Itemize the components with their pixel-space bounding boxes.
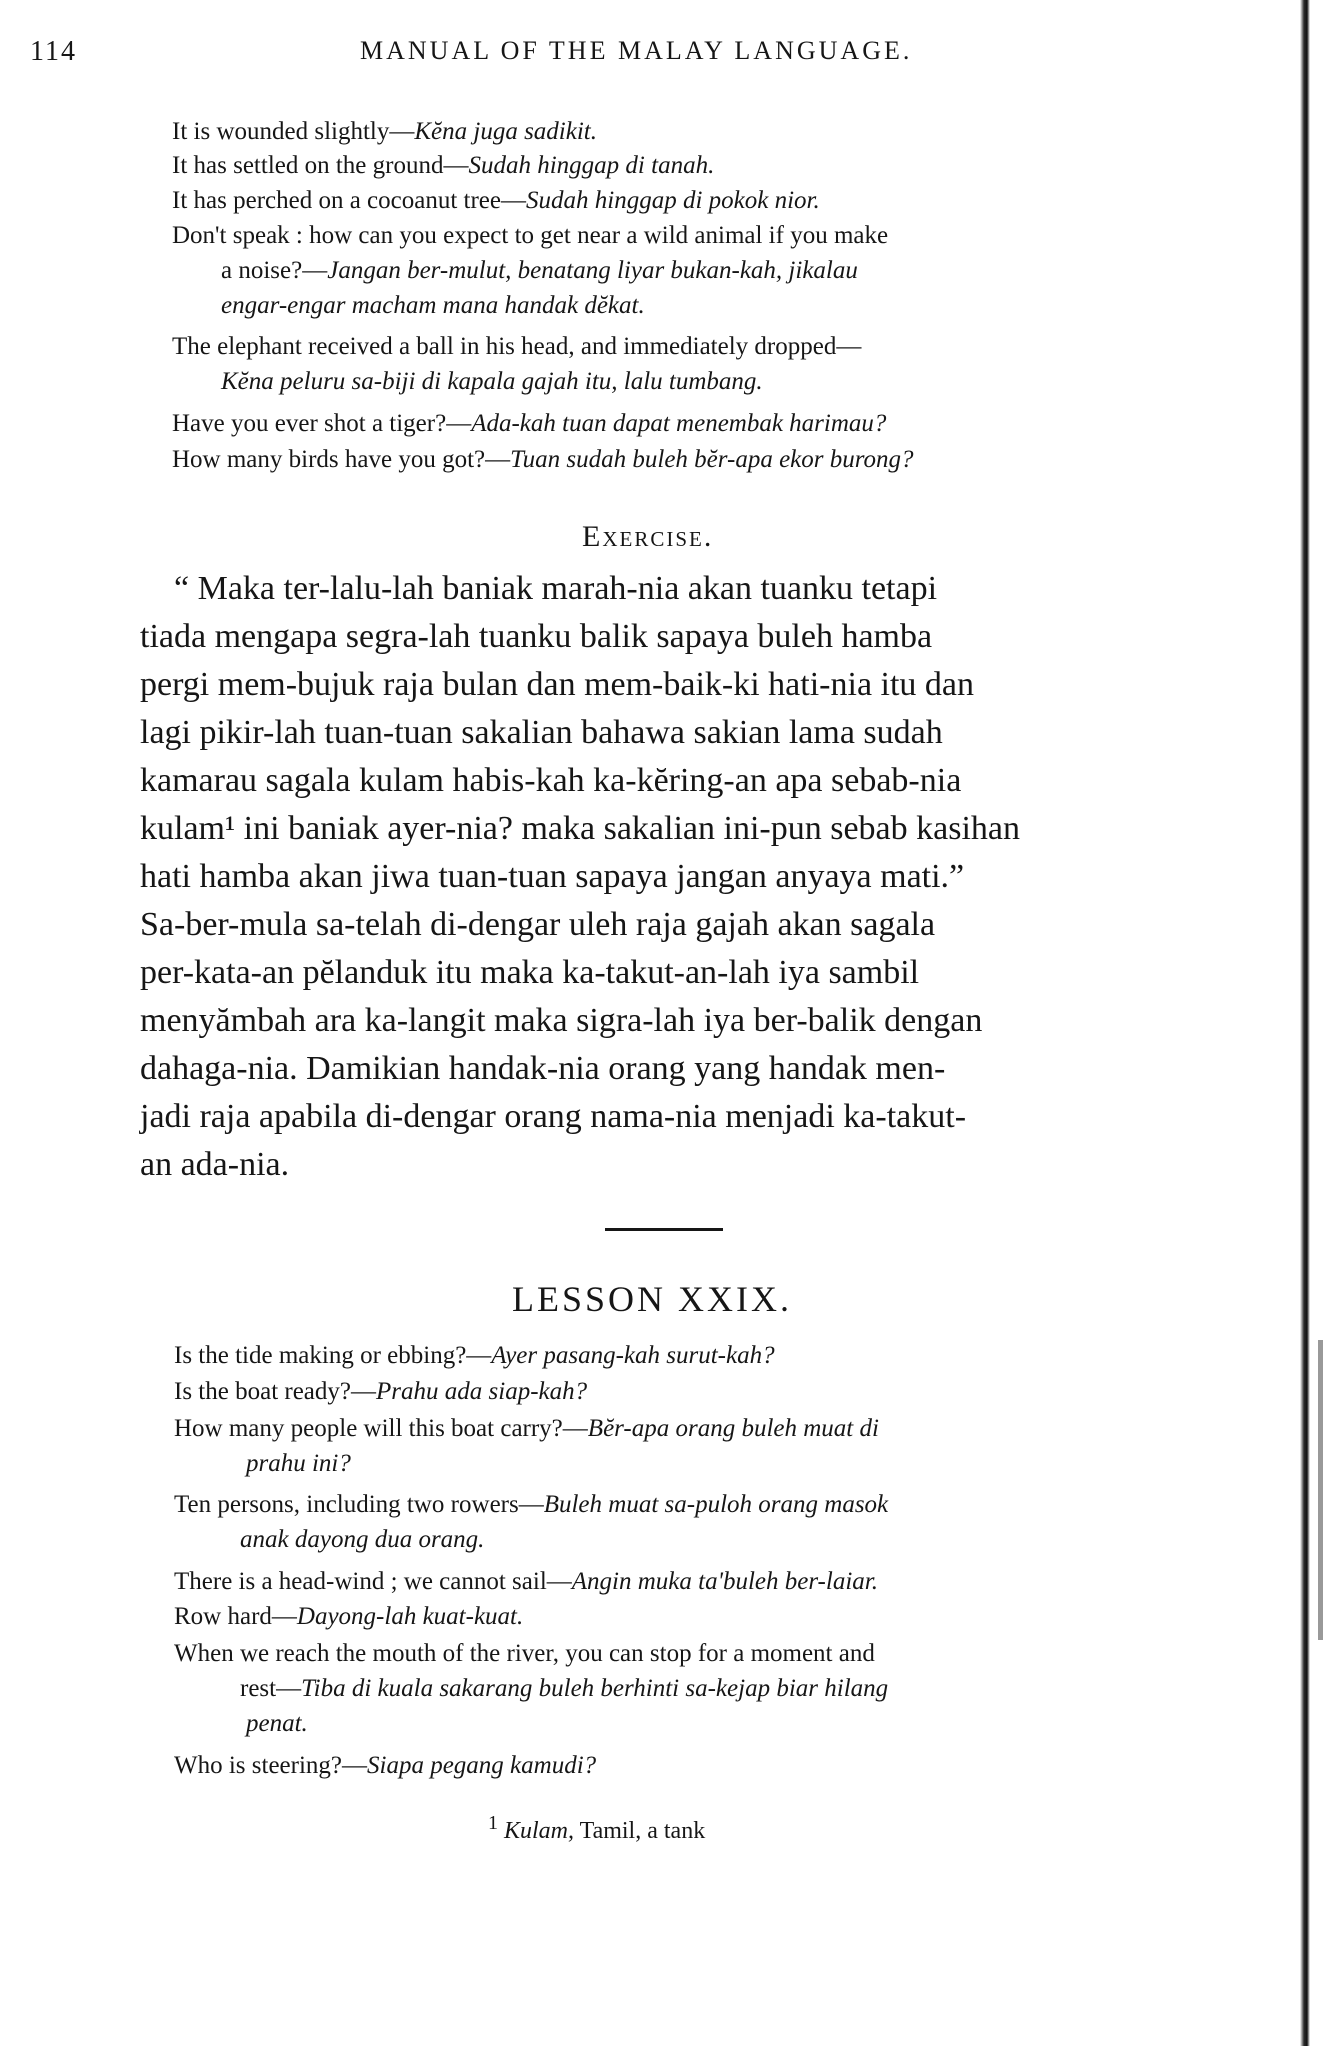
exercise-line: kamarau sagala kulam habis-kah ka-kĕring-an apa sebab-nia bbox=[140, 762, 962, 799]
sentence-line: engar-engar macham mana handak dĕkat. bbox=[221, 292, 645, 319]
footnote-marker: 1 bbox=[488, 1812, 498, 1834]
sentence-line: The elephant received a ball in his head, and immediately dropped— bbox=[172, 333, 862, 360]
section-divider bbox=[605, 1228, 723, 1231]
sentence-line: Row hard—Dayong-lah kuat-kuat. bbox=[174, 1603, 524, 1630]
page-number: 114 bbox=[30, 36, 77, 67]
exercise-line: pergi mem-bujuk raja bulan dan mem-baik-ki hati-nia itu dan bbox=[140, 666, 975, 703]
sentence-line: Ten persons, including two rowers—Buleh muat sa-puloh orang masok bbox=[174, 1491, 889, 1518]
sentence-line: a noise?—Jangan ber-mulut, benatang liyar bukan-kah, jikalau bbox=[221, 257, 858, 284]
sentence-line: Kĕna peluru sa-biji di kapala gajah itu, lalu tumbang. bbox=[221, 368, 763, 395]
sentence-line: prahu ini? bbox=[246, 1450, 351, 1477]
sentence-line: Who is steering?—Siapa pegang kamudi? bbox=[174, 1752, 597, 1779]
sentence-line: It is wounded slightly—Kĕna juga sadikit. bbox=[172, 118, 597, 145]
exercise-line: hati hamba akan jiwa tuan-tuan sapaya jangan anyaya mati.” bbox=[140, 858, 965, 895]
sentence-line: rest—Tiba di kuala sakarang buleh berhinti sa-kejap biar hilang bbox=[240, 1675, 889, 1702]
sentence-line: It has perched on a cocoanut tree—Sudah hinggap di pokok nior. bbox=[172, 187, 820, 214]
footnote-term: Kulam, bbox=[504, 1818, 575, 1844]
exercise-line: jadi raja apabila di-dengar orang nama-nia menjadi ka-takut- bbox=[140, 1098, 967, 1135]
exercise-heading: Exercise. bbox=[582, 520, 714, 553]
exercise-line: per-kata-an pĕlanduk itu maka ka-takut-an-lah iya sambil bbox=[140, 954, 920, 991]
exercise-line: Sa-ber-mula sa-telah di-dengar uleh raja gajah akan sagala bbox=[140, 906, 936, 943]
exercise-line: dahaga-nia. Damikian handak-nia orang yang handak men- bbox=[140, 1050, 946, 1087]
running-title: MANUAL OF THE MALAY LANGUAGE. bbox=[360, 36, 913, 65]
page-edge-mark bbox=[1318, 1340, 1323, 1640]
sentence-line: There is a head-wind ; we cannot sail—Angin muka ta'buleh ber-laiar. bbox=[174, 1568, 878, 1595]
sentence-line: Is the boat ready?—Prahu ada siap-kah? bbox=[174, 1378, 588, 1405]
footnote bbox=[488, 1812, 705, 1845]
sentence-line: How many people will this boat carry?—Bĕr-apa orang buleh muat di bbox=[174, 1415, 879, 1442]
exercise-line: “ Maka ter-lalu-lah baniak marah-nia akan tuanku tetapi bbox=[174, 570, 938, 607]
sentence-line: Don't speak : how can you expect to get near a wild animal if you make bbox=[172, 222, 889, 249]
lesson-heading: LESSON XXIX. bbox=[512, 1279, 793, 1319]
sentence-line: When we reach the mouth of the river, you can stop for a moment and bbox=[174, 1640, 875, 1667]
sentence-line: Is the tide making or ebbing?—Ayer pasang-kah surut-kah? bbox=[174, 1342, 775, 1369]
sentence-line: anak dayong dua orang. bbox=[240, 1526, 485, 1553]
footnote-text: Tamil, a tank bbox=[574, 1818, 706, 1844]
sentence-line: How many birds have you got?—Tuan sudah buleh bĕr-apa ekor burong? bbox=[172, 446, 914, 473]
sentence-line: penat. bbox=[246, 1710, 308, 1737]
exercise-line: menyămbah ara ka-langit maka sigra-lah iya ber-balik dengan bbox=[140, 1002, 983, 1039]
page-edge-shadow bbox=[1300, 0, 1310, 2046]
exercise-line: kulam¹ ini baniak ayer-nia? maka sakalian ini-pun sebab kasihan bbox=[140, 810, 1020, 847]
exercise-line: lagi pikir-lah tuan-tuan sakalian bahawa sakian lama sudah bbox=[140, 714, 943, 751]
exercise-line: tiada mengapa segra-lah tuanku balik sapaya buleh hamba bbox=[140, 618, 933, 655]
sentence-line: Have you ever shot a tiger?—Ada-kah tuan dapat menembak harimau? bbox=[172, 410, 887, 437]
sentence-line: It has settled on the ground—Sudah hinggap di tanah. bbox=[172, 152, 715, 179]
page-header bbox=[30, 36, 1230, 76]
exercise-line: an ada-nia. bbox=[140, 1146, 290, 1183]
